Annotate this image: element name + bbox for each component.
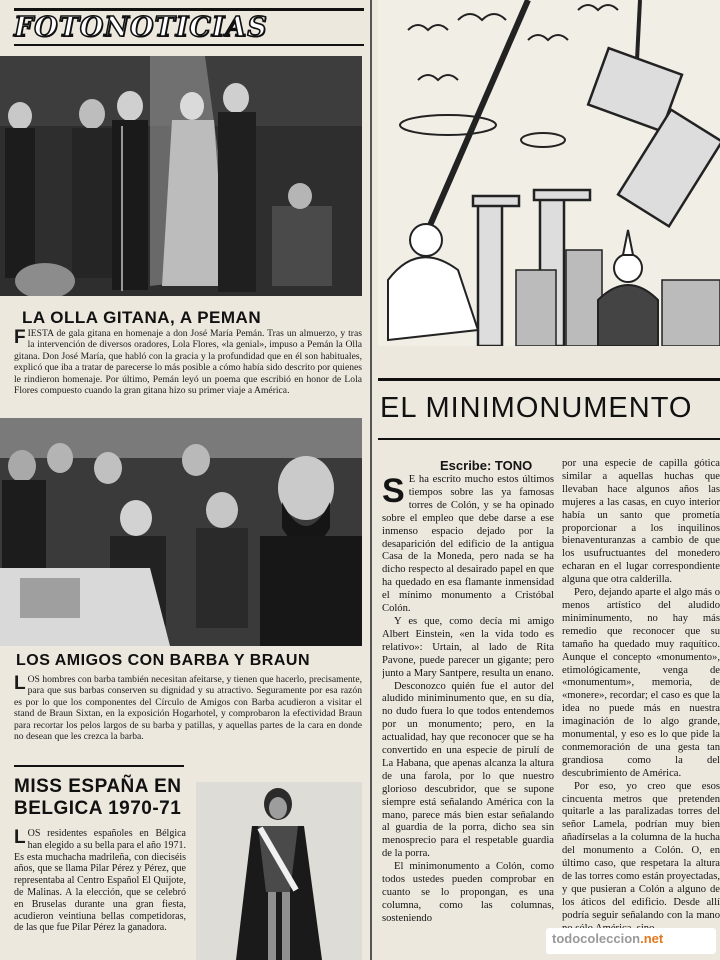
watermark-brand: todocoleccion (552, 931, 641, 946)
watermark-tld: .net (640, 931, 664, 946)
article-column-2 (562, 458, 720, 960)
photo-gala-gitana (0, 56, 362, 296)
story-olla-gitana-text: IESTA de gala gitana en homenaje a don José María Pemán. Tras un almuerzo, y tras la intervención de diversos oradores, Lola Flores, «la genial», impuso a Pemán la Olla gitana. Don José María, que habló con la gracia y la profundidad que en él son habituales, explicó que iba a tratar de parecerse lo más posible a cómo había sido descrito por quienes le rindieron homenaje. Por último, Pemán leyó un poema que escribió en honor de Lola Flores compuesto cuando la gran gitana hizo su primer viaje a América. (14, 328, 362, 397)
section-masthead (14, 8, 364, 46)
dropcap-l: L (14, 674, 26, 694)
article-col2-para1: por una especie de capilla gótica similar a aquellas huchas que llevaban hace algunos años las mujeres a las casas, en cuyo interior había un santo que prometía proporcionar a los inquilinos bienaventuranzas a cambio de que los usufructuantes del monedero echaran en el lugar correspondiente alguna que otra calderilla. (562, 458, 720, 586)
story-miss-espana-body (14, 828, 186, 960)
story-amigos-barba-body (14, 674, 362, 750)
divider-rule (14, 765, 184, 767)
story-olla-gitana-body (14, 328, 362, 410)
headline-olla-gitana: LA OLLA GITANA, A PEMAN (22, 308, 262, 327)
article-col2-para3: Por eso, yo creo que esos cincuenta metros que pretenden quitarle a las paralizadas torres del señor Lamela, podrían muy bien añadírselas a la columna de la hucha del monumento a Colón. O, en último caso, que respetara la altura de las torres como están proyectadas, y que pusieran a Colón a alguno de los áticos del edificio. Desde allí podría seguir señalando con la mano (562, 780, 720, 921)
article-col1-para3: Desconozco quién fue el autor del aludido miniminumento que, en su día, no dudo fuera lo que todos entendemos por un monumento; pero, en la actualidad, hay que reconocer que se ha convertido en una especie de pirulí de La Habana, que apenas alcanza la altura de una farola, por lo que nuestro glorioso descubridor, que se supone siempre está señalando América con la mano, parece más bien estar señalando al guardia de la porra, dicho sea sin menosprecio para el respetable guardia de la porra. (382, 680, 554, 860)
dropcap-f: F (14, 328, 26, 348)
headline-miss-espana-line2: BELGICA 1970-71 (14, 798, 182, 819)
article-col1-para4: El minimonumento a Colón, como todos ustedes pueden comprobar en cuanto se lo propongan, es una columna, como las columnas, sosteniendo (382, 861, 554, 924)
article-col1-para2: Y es que, como decía mi amigo Albert Einstein, «en la vida todo es relativo»: Urtain, al lado de Rita Pavone, puede parecer un gigante; pero junto a Mary Santpere, resulta un enano. (382, 615, 554, 679)
site-watermark (546, 928, 716, 954)
story-amigos-barba-text: OS hombres con barba también necesitan afeitarse, y tienen que hacerlo, precisamente, para que sus barbas conserven su dignidad y su atractivo. Seguramente por esa razón es por lo que los componentes del Círculo de Amigos con Barba acudieron a visitar el stand de Braun Sixtan, en la exposición Hogarhotel, y comprobaron la efectividad Braun para recortar los pelos largos de su barba y patillas, y aquellas partes de la cara en donde no desean que les crezca la barba. (14, 674, 362, 743)
dropcap-s: S (382, 474, 405, 510)
headline-amigos-barba: LOS AMIGOS CON BARBA Y BRAUN (16, 652, 311, 669)
story-miss-espana-text: OS residentes españoles en Bélgica han elegido a su bella para el año 1971. Es esta muchacha madrileña, con dieciséis años, que se llama Pilar Pérez y Pérez, que representaba al Centro Español El Quijote, de Malinas. A la elección, que se celebró en Bruselas durante una gran fiesta, acudieron veintiuna bellas competidoras, de las que fue Pilar Pérez la ganadora. (14, 828, 186, 934)
headline-miss-espana (14, 776, 181, 820)
article-col1-para1: E ha escrito mucho estos últimos tiempos sobre las ya famosas torres de Colón, y se ha opinado sobre el empleo que debe darse a ese inmenso espacio dejado por la desaparición del edificio de la antigua Casa de la Moneda, pero nada se ha dicho respecto al desairado papel en que ha quedado en esa flamante inmensidad el mínimo monumento a Cristóbal Colón. (382, 474, 554, 615)
article-top-rule (378, 378, 720, 381)
headline-miss-espana-line1: MISS ESPAÑA EN (14, 776, 182, 797)
column-divider (370, 0, 372, 960)
article-title-rule (378, 438, 720, 440)
article-byline: Escribe: TONO (440, 458, 533, 473)
dropcap-l-2: L (14, 828, 26, 848)
photo-miss-espana (196, 782, 362, 960)
photo-amigos-barba (0, 418, 362, 646)
masthead-title: FOTONOTICIAS (14, 12, 268, 43)
cartoon-illustration (378, 0, 720, 346)
article-title: EL MINIMONUMENTO (380, 392, 693, 424)
article-column-1 (382, 474, 554, 960)
article-col2-para2: Pero, dejando aparte el algo más o menos artístico del aludido miniminumento, no hay más remedio que reconocer que su tamaño ha quedado muy raquítico. Aunque el concepto «monumento», etimológicamente, venga de «monumentum», memoria, de «monere», recordar; el caso es que la idea no puede más en nuestra imaginación de lo algo grande, monumental, y eso es lo que pide la conmemoración de una gesta tan grandiosa como la del descubrimiento de América. (562, 587, 720, 779)
